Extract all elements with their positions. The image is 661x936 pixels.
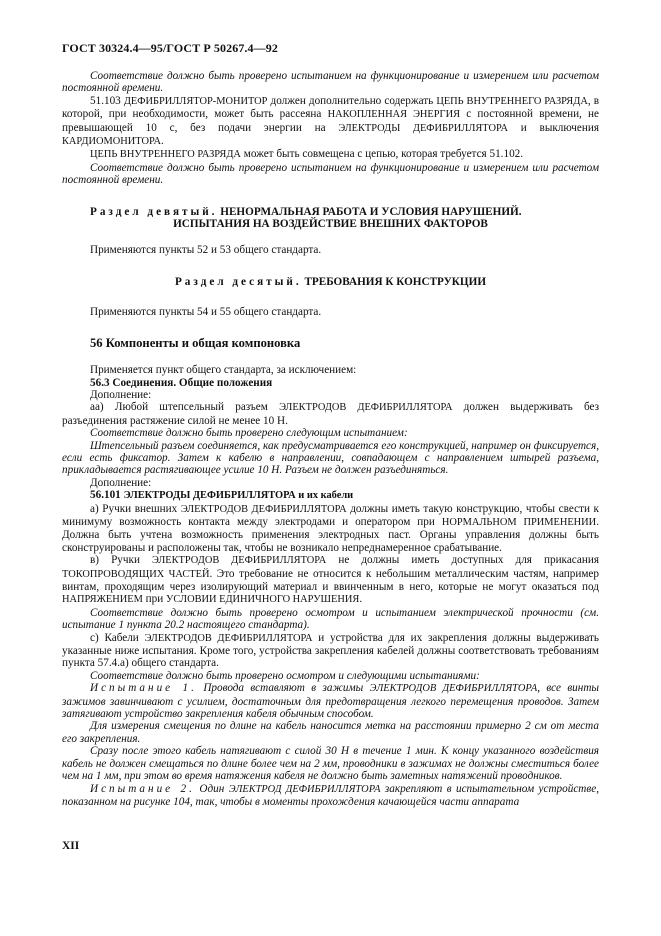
section-9-title-line2: ИСПЫТАНИЯ НА ВОЗДЕЙСТВИЕ ВНЕШНИХ ФАКТОРОВ xyxy=(173,218,488,231)
text: с постоянной времени, не превышающей 10 с, без подачи энергии на xyxy=(62,108,599,134)
term-single-fault: УСЛОВИИ ЕДИНИЧНОГО НАРУШЕНИЯ xyxy=(166,594,360,606)
text: закрепляют в испытательном устройстве, показанном на рисунке 104, так, чтобы в моменты прохождения качающейся части аппарата xyxy=(62,782,599,808)
text: с) Кабели xyxy=(90,631,145,644)
item-aa xyxy=(62,401,599,427)
term-defibrillator-monitor: ДЕФИБРИЛЛЯТОР-МОНИТОР xyxy=(123,95,268,107)
section-9-title-line1: НЕНОРМАЛЬНАЯ РАБОТА И УСЛОВИЯ НАРУШЕНИЙ. xyxy=(217,205,522,218)
term-conductive-parts: ТОКОПРОВОДЯЩИХ ЧАСТЕЙ xyxy=(62,568,210,580)
text: . Это требование не относится к небольшим металлическим частям, например винтам, проходящим через изолирующий материал и ввинченным в него, которые не могут оказаться под xyxy=(62,567,599,593)
term-defib-electrodes: ЭЛЕКТРОДЫ ДЕФИБРИЛЛЯТОРА xyxy=(338,122,508,134)
test-2-paragraph xyxy=(62,783,599,809)
section-10-body: Применяются пункты 54 и 55 общего стандарта. xyxy=(90,306,322,319)
section-9-body: Применяются пункты 52 и 53 общего стандарта. xyxy=(90,244,322,257)
pull-test-paragraph: Сразу после этого кабель натягивают с силой 30 Н в течение 1 мин. К концу указанного воздействия кабель не должен смещаться по длине более чем на 2 мм, проводники в зажимах не должны сместиться более чем на 1 мм, при этом во время натяжения кабеля не должно быть заметных натяжений проводников. xyxy=(62,745,599,783)
text: должен дополнительно содержать xyxy=(267,94,437,107)
addition-label-1: Дополнение: xyxy=(90,388,152,401)
term-defib-electrodes: ЭЛЕКТРОДОВ ДЕФИБРИЛЛЯТОРА xyxy=(152,555,327,567)
test-1-paragraph xyxy=(62,682,599,720)
text: . Должна быть учтена возможность применения электродных паст. Органы управления должны быть сконструированы и расположены так, чтобы не возникало непреднамеренное срабатывание. xyxy=(62,515,599,554)
clause-56-3-heading: 56.3 Соединения. Общие положения xyxy=(90,376,273,389)
text: . xyxy=(359,593,363,606)
term-stored-energy: НАКОПЛЕННАЯ ЭНЕРГИЯ xyxy=(327,109,461,121)
section-10-title: ТРЕБОВАНИЯ К КОНСТРУКЦИИ xyxy=(301,275,487,288)
section-9-heading xyxy=(62,206,599,218)
internal-discharge-paragraph xyxy=(62,148,599,161)
compliance-note-4: Соответствие должно быть проверено осмотром и испытанием электрической прочности (см. испытание 1 пункта 20.2 настоящего стандарта). xyxy=(62,606,599,632)
term-defib-electrodes: ЭЛЕКТРОДОВ ДЕФИБРИЛЛЯТОРА xyxy=(144,632,313,644)
clause-number: 51.103 xyxy=(90,94,124,107)
section-10-word: Раздел десятый. xyxy=(174,275,302,288)
text: в) Ручки xyxy=(90,554,153,567)
test-2-label: Испытание 2. xyxy=(90,782,195,795)
item-b xyxy=(62,554,599,607)
addition-label-2: Дополнение: xyxy=(90,476,152,489)
compliance-note-2: Соответствие должно быть проверено испытанием на функционирование и измерением или расчетом постоянной времени. xyxy=(62,161,599,187)
text: и выключения xyxy=(507,121,600,134)
displacement-measure-paragraph: Для измерения смещения по длине на кабель наносится метка на расстоянии примерно 2 см от места его закрепления. xyxy=(62,720,599,745)
text: при xyxy=(142,593,166,606)
text: аа) Любой штепсельный разъем xyxy=(90,401,280,414)
text: , все винты зажимов завинчивают с усилием, достаточным для предотвращения легкого перемещения проводов. Затем затягивают устройство закрепления кабеля обычным способом. xyxy=(62,682,599,721)
compliance-note-5: Соответствие должно быть проверено осмотром и следующими испытаниями: xyxy=(90,669,480,682)
term-defib-electrodes: ЭЛЕКТРОДЫ ДЕФИБРИЛЛЯТОРА xyxy=(123,490,296,502)
page-content xyxy=(62,70,599,808)
term-internal-discharge-circuit: ЦЕПЬ ВНУТРЕННЕГО РАЗРЯДА xyxy=(90,149,241,161)
clause-51-103 xyxy=(62,95,599,149)
text: Провода вставляют в зажимы xyxy=(196,682,370,695)
clause-56-intro: Применяется пункт общего стандарта, за исключением: xyxy=(90,364,357,377)
term-cardiomonitor: КАРДИОМОНИТОРА xyxy=(62,136,161,148)
clause-number: 56.101 xyxy=(90,489,124,502)
page-header: ГОСТ 30324.4—95/ГОСТ Р 50267.4—92 xyxy=(62,41,278,55)
clause-56-101-heading xyxy=(62,489,599,502)
clause-56-heading: 56 Компоненты и общая компоновка xyxy=(90,335,301,350)
item-c xyxy=(62,632,599,670)
text: должен выдерживать без разъединения растяжение силой не менее 10 Н. xyxy=(62,401,600,427)
term-defib-electrodes: ЭЛЕКТРОДОВ ДЕФИБРИЛЛЯТОРА xyxy=(369,683,538,695)
text: Один xyxy=(194,782,229,795)
term-defib-electrode: ЭЛЕКТРОД ДЕФИБРИЛЛЯТОРА xyxy=(228,783,381,795)
term-normal-use: НОРМАЛЬНОМ ПРИМЕНЕНИИ xyxy=(441,516,597,528)
text: должны иметь такую конструкцию, чтобы свести к минимуму возможность контакта между электродами и оператором при xyxy=(62,502,599,528)
test-1-label: Испытание 1. xyxy=(90,682,197,695)
term-defib-electrodes: ЭЛЕКТРОДОВ ДЕФИБРИЛЛЯТОРА xyxy=(180,503,347,515)
text: и их кабели xyxy=(295,490,354,502)
text: не должны иметь доступных для прикасания xyxy=(326,554,599,567)
compliance-note-3: Соответствие должно быть проверено следующим испытанием: xyxy=(90,427,408,440)
page-number: XII xyxy=(62,840,80,852)
connector-test-paragraph: Штепсельный разъем соединяется, как предусматривается его конструкцией, например он фиксируется, если есть фиксатор. Затем к кабелю в направлении, совпадающем с направлением штырей разъема, прикладывается растягивающее усилие 10 Н. Разъем не должен разъединяться. xyxy=(62,439,599,477)
section-9-word: Раздел девятый. xyxy=(90,205,218,218)
section-10-heading xyxy=(62,276,599,288)
text: . xyxy=(160,135,164,148)
term-defib-electrodes: ЭЛЕКТРОДОВ ДЕФИБРИЛЛЯТОРА xyxy=(279,402,453,414)
text: и устройства для их закрепления должны выдерживать указанные ниже испытания. Кроме того, устройства закрепления кабелей должны соответствовать требованиям пункта 57.4.а) общего стандарта. xyxy=(62,631,599,670)
term-internal-discharge-circuit: ЦЕПЬ ВНУТРЕННЕГО РАЗРЯДА xyxy=(436,95,588,107)
item-a xyxy=(62,503,599,555)
text: а) Ручки внешних xyxy=(90,502,181,515)
term-voltage: НАПРЯЖЕНИЕМ xyxy=(62,594,143,606)
text: , в которой, при необходимости, может быть рассеяна xyxy=(62,94,599,121)
compliance-note-1: Соответствие должно быть проверено испытанием на функционирование и измерением или расчетом постоянной времени. xyxy=(62,70,599,95)
text: может быть совмещена с цепью, которая требуется 51.102. xyxy=(240,148,524,161)
